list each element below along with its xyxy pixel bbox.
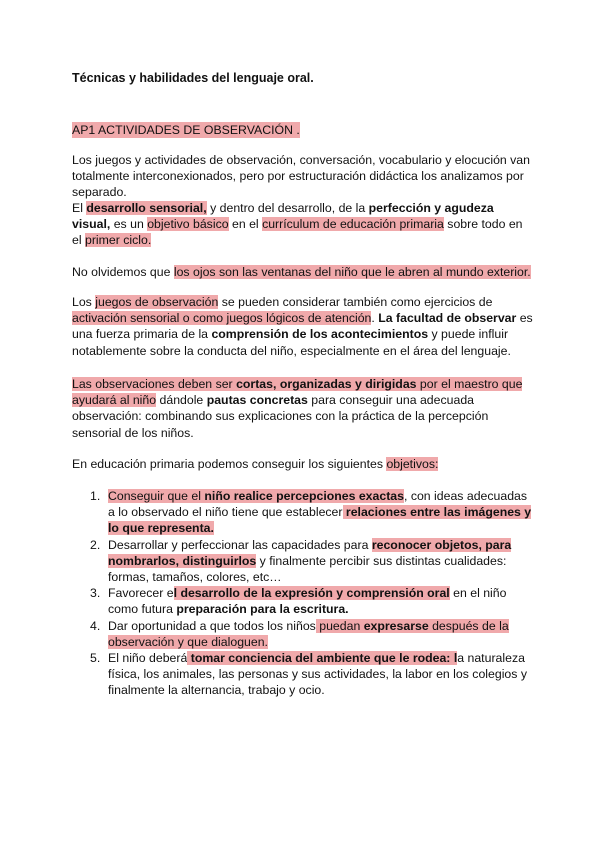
list-number: 5. (90, 651, 101, 666)
bold-text: preparación para la escritura. (176, 602, 349, 617)
highlight-text: juegos de observación (95, 295, 219, 309)
text-run: para conseguir una adecuada observación: combinando sus explicaciones con la práctica de la percepción sensorial de los niños. (72, 393, 489, 440)
text-run: a naturaleza física, los animales, las personas y sus actividades, la labor en los colegios y finalmente la alternancia, trabajo y ocio. (108, 651, 527, 698)
objective-item (72, 618, 534, 650)
highlight-text: después de la observación y que dialoguen. (108, 618, 509, 649)
highlight-text: puedan (315, 618, 364, 633)
text-run: No olvidemos que (72, 265, 174, 279)
text-run: dándole (156, 393, 207, 408)
text-run: y puede influir notablemente sobre la conducta del niño, especialmente en el área del lenguaje. (72, 327, 511, 358)
objective-item (72, 537, 534, 586)
objectives-list (72, 488, 534, 699)
highlight-bold: reconocer objetos, para nombrarlos, distinguirlos (108, 537, 512, 568)
paragraph-observaciones (72, 376, 534, 441)
paragraph-intro: Los juegos y actividades de observación, conversación, vocabulario y elocución van totalmente interconexionados, pero por estructuración didáctica los analizamos por separado. (72, 153, 530, 200)
text-run: en el niño como futura (108, 586, 507, 617)
text-run: El (72, 201, 87, 215)
highlight-bold: expresarse (363, 618, 429, 633)
document-title: Técnicas y habilidades del lenguaje oral. (72, 71, 314, 85)
text-run: Dar oportunidad a que todos los niños (108, 618, 316, 633)
paragraph-sensorial (72, 200, 534, 249)
highlight-bold: l desarrollo de la expresión y comprensión oral (173, 586, 450, 601)
text-run: , con ideas adecuadas a lo observado el niño tiene que establecer (108, 489, 528, 520)
text-run: Desarrollar y perfeccionar las capacidades para (108, 537, 372, 552)
highlight-bold: relaciones entre las imágenes y lo que representa. (108, 505, 532, 536)
highlight-text: Conseguir que el (108, 489, 205, 503)
text-run: y finalmente percibir sus distintas cualidades: formas, tamaños, colores, etc… (108, 553, 507, 585)
highlight-text: por el maestro que ayudará al niño (72, 377, 523, 408)
highlight-text: Las observaciones deben ser (72, 377, 237, 391)
highlight-bold: niño realice percepciones exactas (204, 489, 404, 503)
text-run: Los (72, 295, 96, 309)
objective-item (72, 585, 534, 617)
paragraph-ojos (72, 264, 534, 280)
bold-text: comprensión de los acontecimientos (211, 327, 429, 342)
text-run: sobre todo en el (72, 217, 523, 248)
text-run: El niño deberá (108, 651, 188, 666)
text-run: En educación primaria podemos conseguir los siguientes (72, 457, 387, 471)
highlight-text: primer ciclo. (85, 233, 152, 248)
highlight-text: los ojos son las ventanas del niño que le abren al mundo exterior. (173, 265, 531, 279)
text-run: se pueden considerar también como ejercicios de (218, 295, 493, 309)
text-run: en el (228, 217, 263, 232)
list-number: 2. (90, 537, 101, 552)
text-run: y dentro del desarrollo, de la (206, 201, 369, 215)
highlight-bold: desarrollo sensorial, (86, 201, 207, 215)
section-heading: AP1 ACTIVIDADES DE OBSERVACIÓN . (72, 123, 300, 137)
paragraph-juegos (72, 294, 534, 359)
bold-text: La facultad de observar (378, 311, 517, 326)
highlight-bold: cortas, organizadas y dirigidas (236, 377, 417, 391)
highlight-text: objetivos: (386, 457, 439, 471)
list-number: 4. (90, 618, 101, 633)
list-number: 1. (90, 489, 101, 503)
highlight-text: objetivo básico (147, 217, 229, 232)
objective-item (72, 650, 534, 699)
text-run: Favorecer e (108, 586, 174, 601)
bold-text: perfección y agudeza visual, (72, 201, 494, 232)
paragraph-objetivos-intro (72, 456, 534, 472)
objective-item (72, 488, 534, 537)
text-run: es un (110, 217, 148, 232)
text-run: es una fuerza primaria de la (72, 311, 533, 342)
highlight-text: currículum de educación primaria (262, 217, 444, 232)
list-number: 3. (90, 586, 101, 601)
text-run: . (371, 311, 379, 326)
highlight-text: activación sensorial o como juegos lógicos de atención (72, 311, 372, 326)
highlight-bold: tomar conciencia del ambiente que le rodea: l (187, 651, 458, 666)
bold-text: pautas concretas (206, 393, 308, 408)
